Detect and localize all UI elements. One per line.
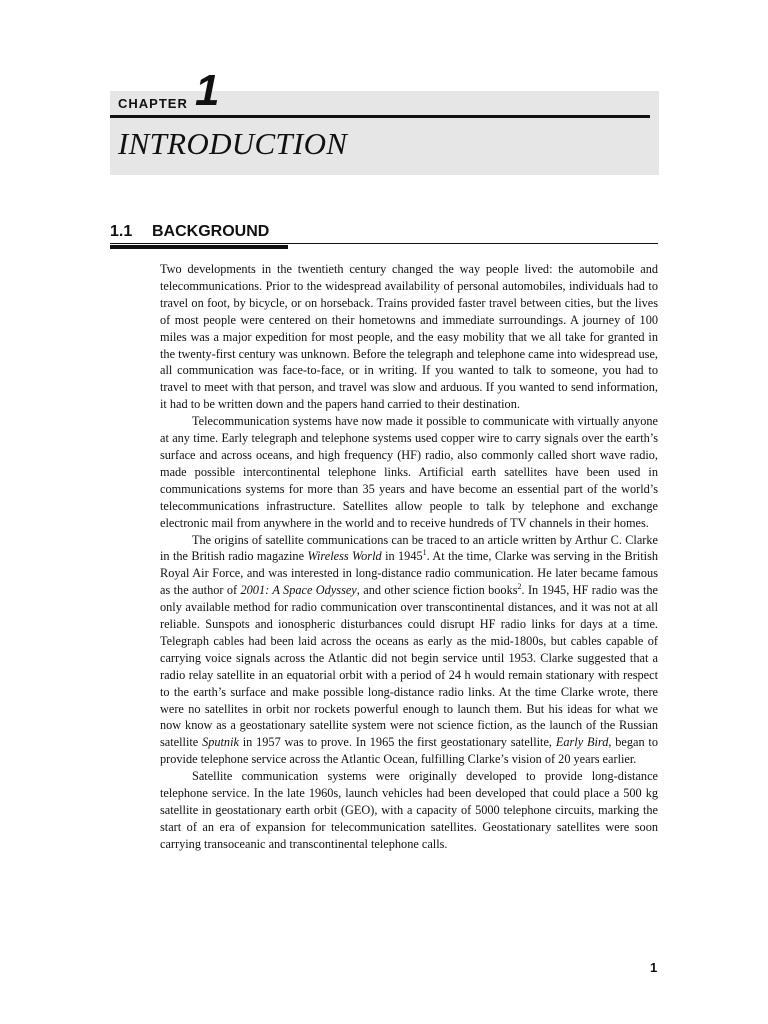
paragraph-3-text-a: The origins of satellite communications can be traced to an article written by Arthur C. Clarke in the British radio magazine (160, 532, 658, 564)
paragraph-1: Two developments in the twentieth century changed the way people lived: the automobile and telecommunications. Prior to the widespread availability of personal automobiles, individuals had to travel on foot, by bicycle, or on horseback. Trains provided faster travel between cities, but the lives of most people were centered on their hometowns and immediate surroundings. A journey of 100 miles was a major expedition for most people, and the easy mobility that we all take for granted in the twenty-first century was unknown. Before the telegraph and telephone came into widespread use, all communication was face-to-face, or in writing. If you wanted to talk to someone, you had to travel to meet with that person, and travel was slow and arduous. If you wanted to send information, it had to be written down and the papers hand carried to their destination. (160, 262, 658, 412)
footnote-ref-1: 1 (422, 548, 427, 558)
chapter-number: 1 (195, 66, 220, 115)
paragraph-3 (160, 532, 658, 769)
chapter-header (110, 66, 659, 175)
paragraph-2: Telecommunication systems have now made it possible to communicate with virtually anyone at any time. Early telegraph and telephone systems used copper wire to carry signals over the earth’s surface and across oceans, and high frequency (HF) radio, also commonly called short wave radio, made possible intercontinental telephone links. Artificial earth satellites have been used in communications systems for more than 35 years and have become an essential part of the world’s telecommunications infrastructure. Satellites allow people to talk by telephone and exchange electronic mail from anywhere in the world and to receive hundreds of TV channels in their homes. (160, 414, 658, 530)
paragraph-4: Satellite communication systems were originally developed to provide long-distance telephone service. In the late 1960s, launch vehicles had been developed that could place a 500 kg satellite in geostationary earth orbit (GEO), with a capacity of 5000 telephone circuits, marking the start of an era of expansion for telecommunication satellites. Geostationary satellites were soon carrying transoceanic and transcontinental telephone calls. (160, 769, 658, 851)
paragraph-3-text-d: , and other science fiction books (356, 583, 518, 598)
paragraph-3-text-e: . In 1945, HF radio was the only available method for radio communication over transcontinental distances, and it was not at all reliable. Sunspots and ionospheric disturbances could disrupt HF radio links for days at a time. Telegraph cables had been laid across the oceans as early as the mid-1800s, but cables capable of carrying voice signals across the Atlantic did not begin service until 1953. Clarke suggested that a radio relay satellite in an equatorial orbit with a period of 24 h would remain stationary with respect to the earth’s surface and make possible long-distance radio links. At the time Clarke wrote, there were no satellites in orbit nor rockets powerful enough to launch them. But his ideas for what we now know as a geostationary satellite system were not science fiction, as the launch of the Russian satellite (160, 583, 658, 750)
book-title: 2001: A Space Odyssey (240, 583, 357, 598)
satellite-name-early-bird: Early Bird (555, 735, 609, 750)
section-heading (110, 222, 269, 242)
paragraph-3-text-c: . At the time, Clarke was serving in the British Royal Air Force, and was interested in long-distance radio communication. He later became famous as the author of (160, 549, 659, 598)
magazine-title: Wireless World (307, 549, 382, 564)
chapter-rule (110, 115, 650, 118)
section-title: BACKGROUND (152, 223, 270, 240)
paragraph-3-text-g: , began to provide telephone service across the Atlantic Ocean, fulfilling Clarke’s vision of 20 years earlier. (160, 735, 658, 767)
page-number: 1 (650, 960, 658, 975)
chapter-title: INTRODUCTION (118, 126, 348, 161)
paragraph-3-text-f: in 1957 was to prove. In 1965 the first geostationary satellite, (238, 735, 556, 750)
footnote-ref-2: 2 (517, 582, 522, 592)
satellite-name-sputnik: Sputnik (202, 735, 239, 750)
chapter-label: CHAPTER (118, 96, 188, 111)
body-text (160, 261, 658, 853)
section-number: 1.1 (110, 223, 133, 240)
section-rule-thin (110, 243, 658, 244)
paragraph-3-text-b: in 1945 (381, 549, 423, 564)
section-rule-thick (110, 245, 288, 249)
